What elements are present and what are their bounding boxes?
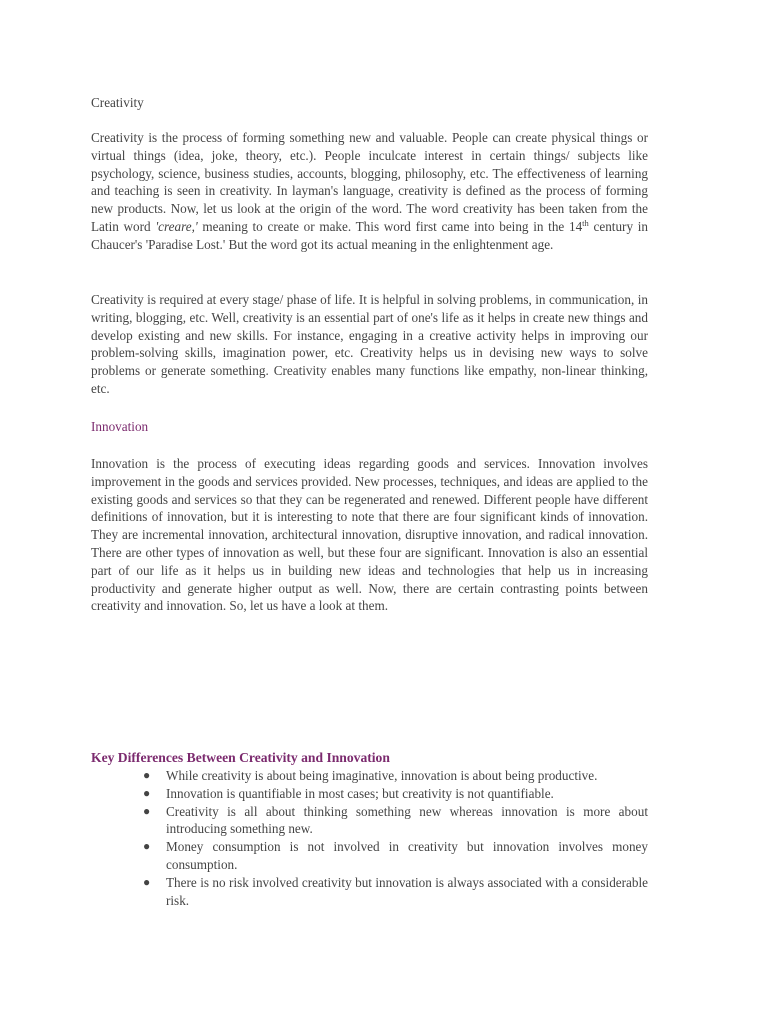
creativity-paragraph-1: [91, 129, 648, 254]
list-item-text: Creativity is all about thinking something new whereas innovation is more about introducing something new.: [166, 803, 648, 837]
list-item: [91, 803, 648, 839]
bullet-icon: ●: [143, 785, 151, 800]
list-item: [91, 767, 648, 785]
creativity-heading: Creativity: [91, 95, 144, 110]
creativity-p1-text-c: century in Chaucer's 'Paradise Lost.' But the word got its actual meaning in the enlightenment age.: [91, 218, 648, 252]
differences-heading: Key Differences Between Creativity and Innovation: [91, 750, 390, 765]
list-item-text: Money consumption is not involved in creativity but innovation involves money consumption.: [166, 839, 648, 872]
latin-word: 'creare,': [155, 218, 198, 234]
bullet-icon: ●: [143, 803, 151, 818]
list-item-text: While creativity is about being imaginative, innovation is about being productive.: [166, 768, 598, 783]
list-item-text: There is no risk involved creativity but innovation is always associated with a considerable risk.: [166, 874, 648, 908]
list-item-text: Innovation is quantifiable in most cases; but creativity is not quantifiable.: [166, 785, 554, 801]
differences-list: [91, 767, 648, 909]
creativity-p1-text-b: meaning to create or make. This word first came into being in the 14: [197, 218, 583, 234]
innovation-paragraph: Innovation is the process of executing ideas regarding goods and services. Innovation involves improvement in the goods and services provided. New processes, techniques, and ideas are applied to the existing goods and services so that they can be regenerated and renewed. Different people have different definitions of innovation, but it is interesting to note that there are four significant kinds of innovation. They are incremental innovation, architectural innovation, disruptive innovation, and radical innovation. There are other types of innovation as well, but these four are significant. Innovation is also an essential part of our life as it helps us in building new ideas and technologies that help us in increasing productivity and generate higher output as well. Now, there are certain contrasting points between creativity and innovation. So, let us have a look at them.: [91, 456, 648, 614]
list-item: [91, 874, 648, 910]
bullet-icon: ●: [143, 768, 151, 782]
creativity-p1-text-a: Creativity is the process of forming something new and valuable. People can create physical things or virtual things (idea, joke, theory, etc.). People inculcate interest in certain things/ subjects like psychology, science, business studies, accounts, blogging, philosophy, etc. The effectiveness of learning and teaching is seen in creativity. In layman's language, creativity is defined as the process of forming new products. Now, let us look at the origin of the word. The word creativity has been taken from the Latin word: [91, 130, 648, 234]
bullet-icon: ●: [143, 874, 151, 889]
creativity-paragraph-2: Creativity is required at every stage/ phase of life. It is helpful in solving problems, in communication, in writing, blogging, etc. Well, creativity is an essential part of one's life as it helps in create new things and develop existing and new skills. For instance, engaging in a creative activity helps in improving our problem-solving skills, imagination power, etc. Creativity helps us in devising new ways to solve problems or generate something. Creativity enables many functions like empathy, non-linear thinking, etc.: [91, 292, 648, 396]
list-item: [91, 838, 648, 874]
innovation-heading: Innovation: [91, 419, 149, 434]
ordinal-suffix: th: [582, 217, 589, 228]
list-item: [91, 785, 648, 803]
bullet-icon: ●: [143, 839, 151, 854]
